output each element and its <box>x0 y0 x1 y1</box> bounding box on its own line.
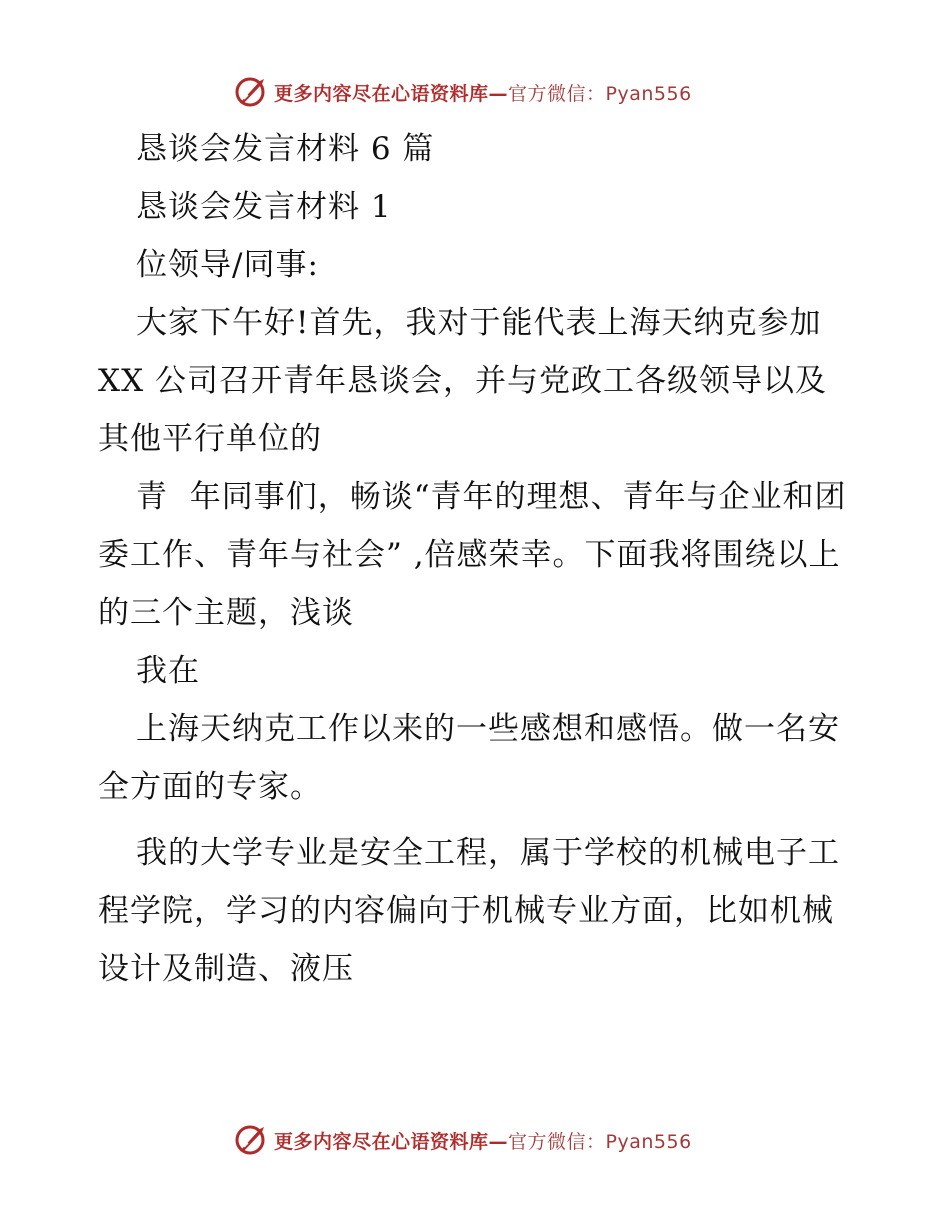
document-body <box>98 120 858 998</box>
banner-contact: 官方微信：Pyan556 <box>508 1130 692 1153</box>
quill-pen-logo-icon <box>234 75 268 109</box>
header-watermark <box>234 72 692 112</box>
footer-watermark <box>234 1120 692 1160</box>
banner-brand: 更多内容尽在心语资料库 <box>274 1130 489 1153</box>
banner-brand: 更多内容尽在心语资料库 <box>274 82 489 105</box>
paragraph-2: 青 年同事们，畅谈“青年的理想、青年与企业和团委工作、青年与社会” ,倍感荣幸。下面我将围绕以上的三个主题，浅谈 <box>98 479 847 631</box>
paragraph-greeting: 位领导/同事: <box>136 247 319 283</box>
paragraph-1: 大家下午好!首先，我对于能代表上海天纳克参加 XX 公司召开青年恳谈会，并与党政工各级领导以及其他平行单位的 <box>98 305 833 457</box>
banner-dash: — <box>488 1130 509 1153</box>
banner-text <box>274 1127 692 1154</box>
paragraph-4: 上海天纳克工作以来的一些感想和感悟。做一名安全方面的专家。 <box>98 711 840 805</box>
banner-contact: 官方微信：Pyan556 <box>508 82 692 105</box>
spacer <box>98 816 858 824</box>
document-title: 恳谈会发言材料 6 篇 <box>136 131 435 167</box>
paragraph-3: 我在 <box>136 653 200 689</box>
banner-text <box>274 79 692 106</box>
banner-dash: — <box>488 82 509 105</box>
quill-pen-logo-icon <box>234 1123 268 1157</box>
paragraph-5: 我的大学专业是安全工程，属于学校的机械电子工程学院，学习的内容偏向于机械专业方面，比如机械设计及制造、液压 <box>98 835 840 987</box>
document-subtitle: 恳谈会发言材料 1 <box>136 189 392 225</box>
